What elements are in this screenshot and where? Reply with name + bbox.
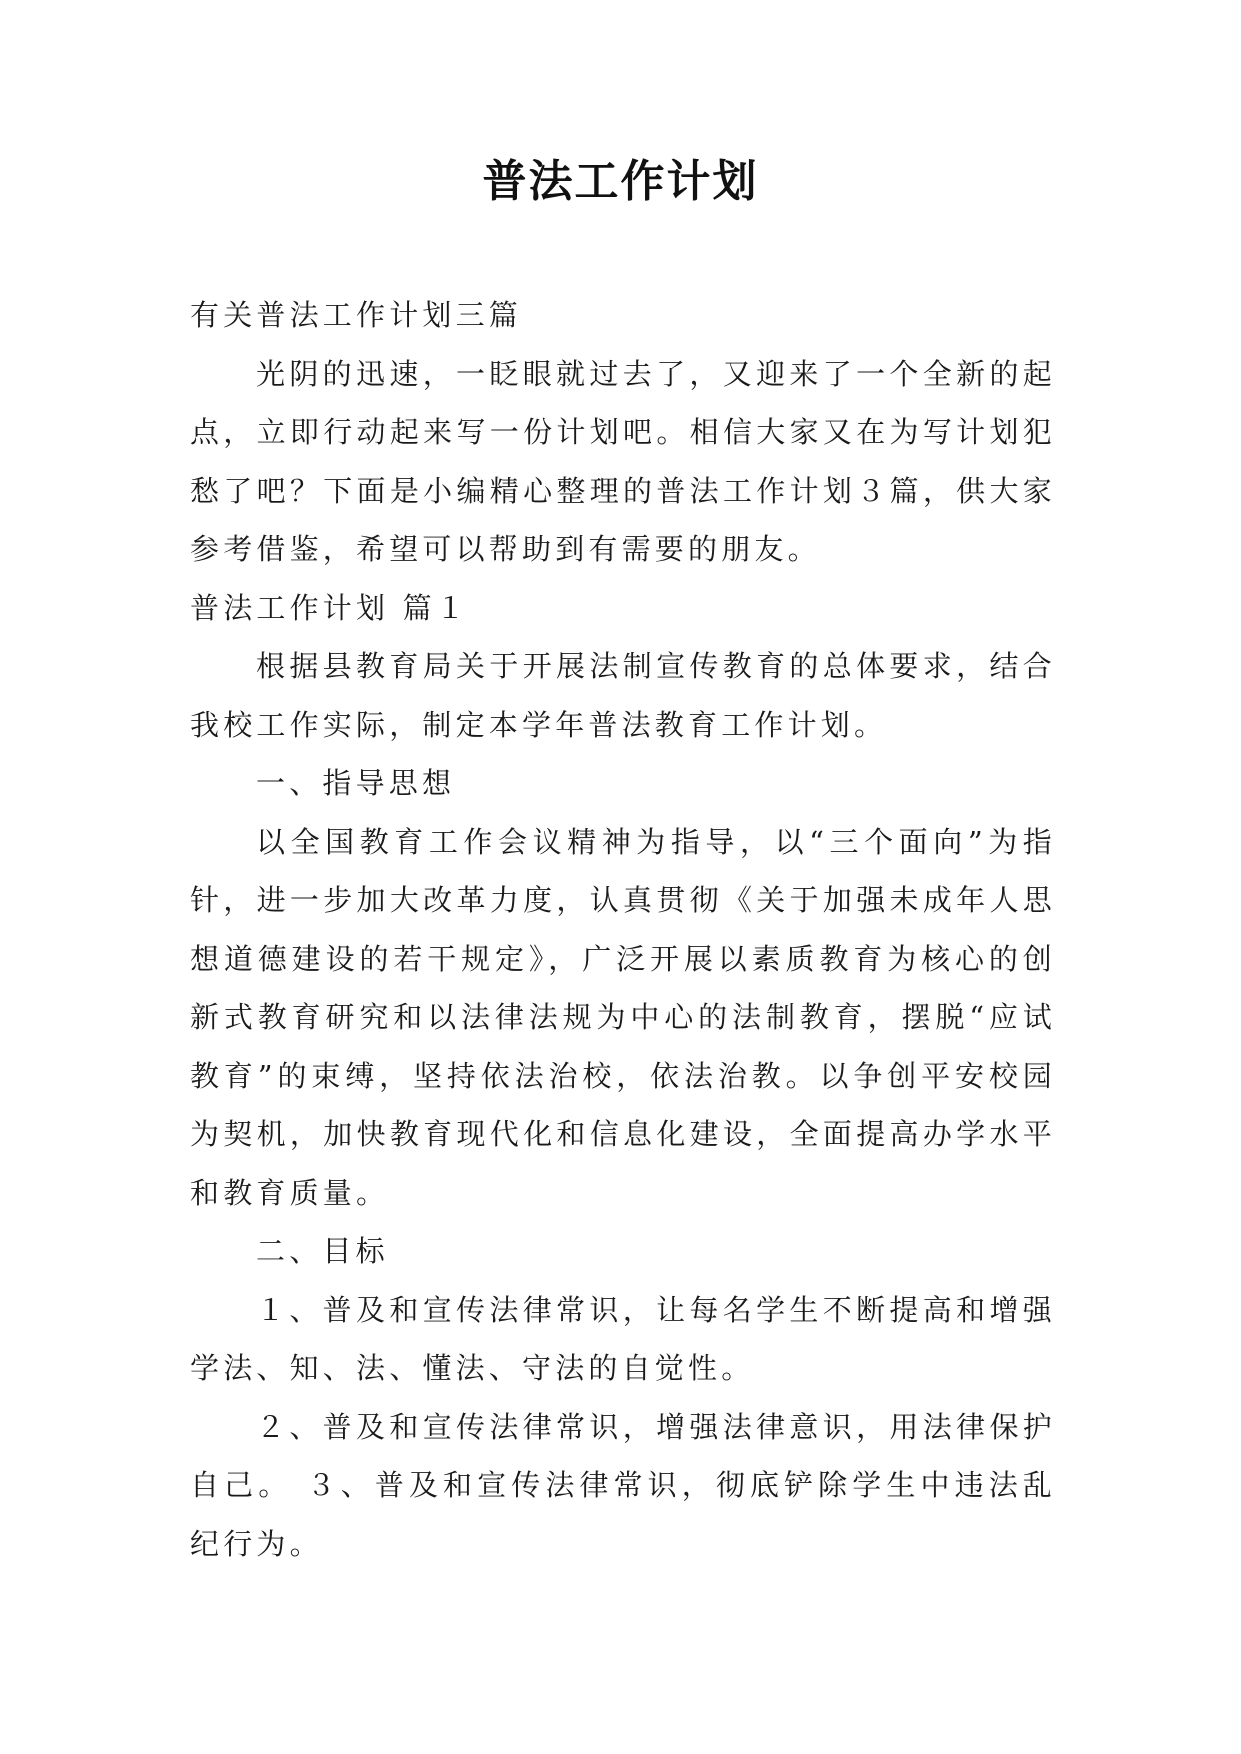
section-heading: 普法工作计划 篇１ bbox=[190, 590, 470, 625]
list-item: １、普及和宣传法律常识，让每名学生不断提高和增强学法、知、法、懂法、守法的自觉性。 bbox=[190, 1292, 1056, 1385]
subsection-heading: 二、目标 bbox=[256, 1234, 389, 1268]
list-item: ２、普及和宣传法律常识，增强法律意识，用法律保护自己。 ３、普及和宣传法律常识，彻底铲除学生中违法乱纪行为。 bbox=[190, 1409, 1056, 1561]
intro-paragraph: 光阴的迅速，一眨眼就过去了，又迎来了一个全新的起点，立即行动起来写一份计划吧。相信大家又在为写计划犯愁了吧？下面是小编精心整理的普法工作计划３篇，供大家参考借鉴，希望可以帮助到有需要的朋友。 bbox=[190, 356, 1056, 566]
document-body bbox=[190, 286, 1056, 1573]
document-subtitle: 有关普法工作计划三篇 bbox=[190, 298, 523, 332]
document-title: 普法工作计划 bbox=[482, 156, 759, 207]
body-paragraph: 以全国教育工作会议精神为指导，以“三个面向”为指针，进一步加大改革力度，认真贯彻《关于加强未成年人思想道德建设的若干规定》，广泛开展以素质教育为核心的创新式教育研究和以法律法规为中心的法制教育，摆脱“应试教育”的束缚，坚持依法治校，依法治教。以争创平安校园为契机，加快教育现代化和信息化建设，全面提高办学水平和教育质量。 bbox=[190, 824, 1056, 1210]
body-paragraph: 根据县教育局关于开展法制宣传教育的总体要求，结合我校工作实际，制定本学年普法教育工作计划。 bbox=[190, 649, 1056, 742]
subsection-heading: 一、指导思想 bbox=[256, 766, 456, 800]
